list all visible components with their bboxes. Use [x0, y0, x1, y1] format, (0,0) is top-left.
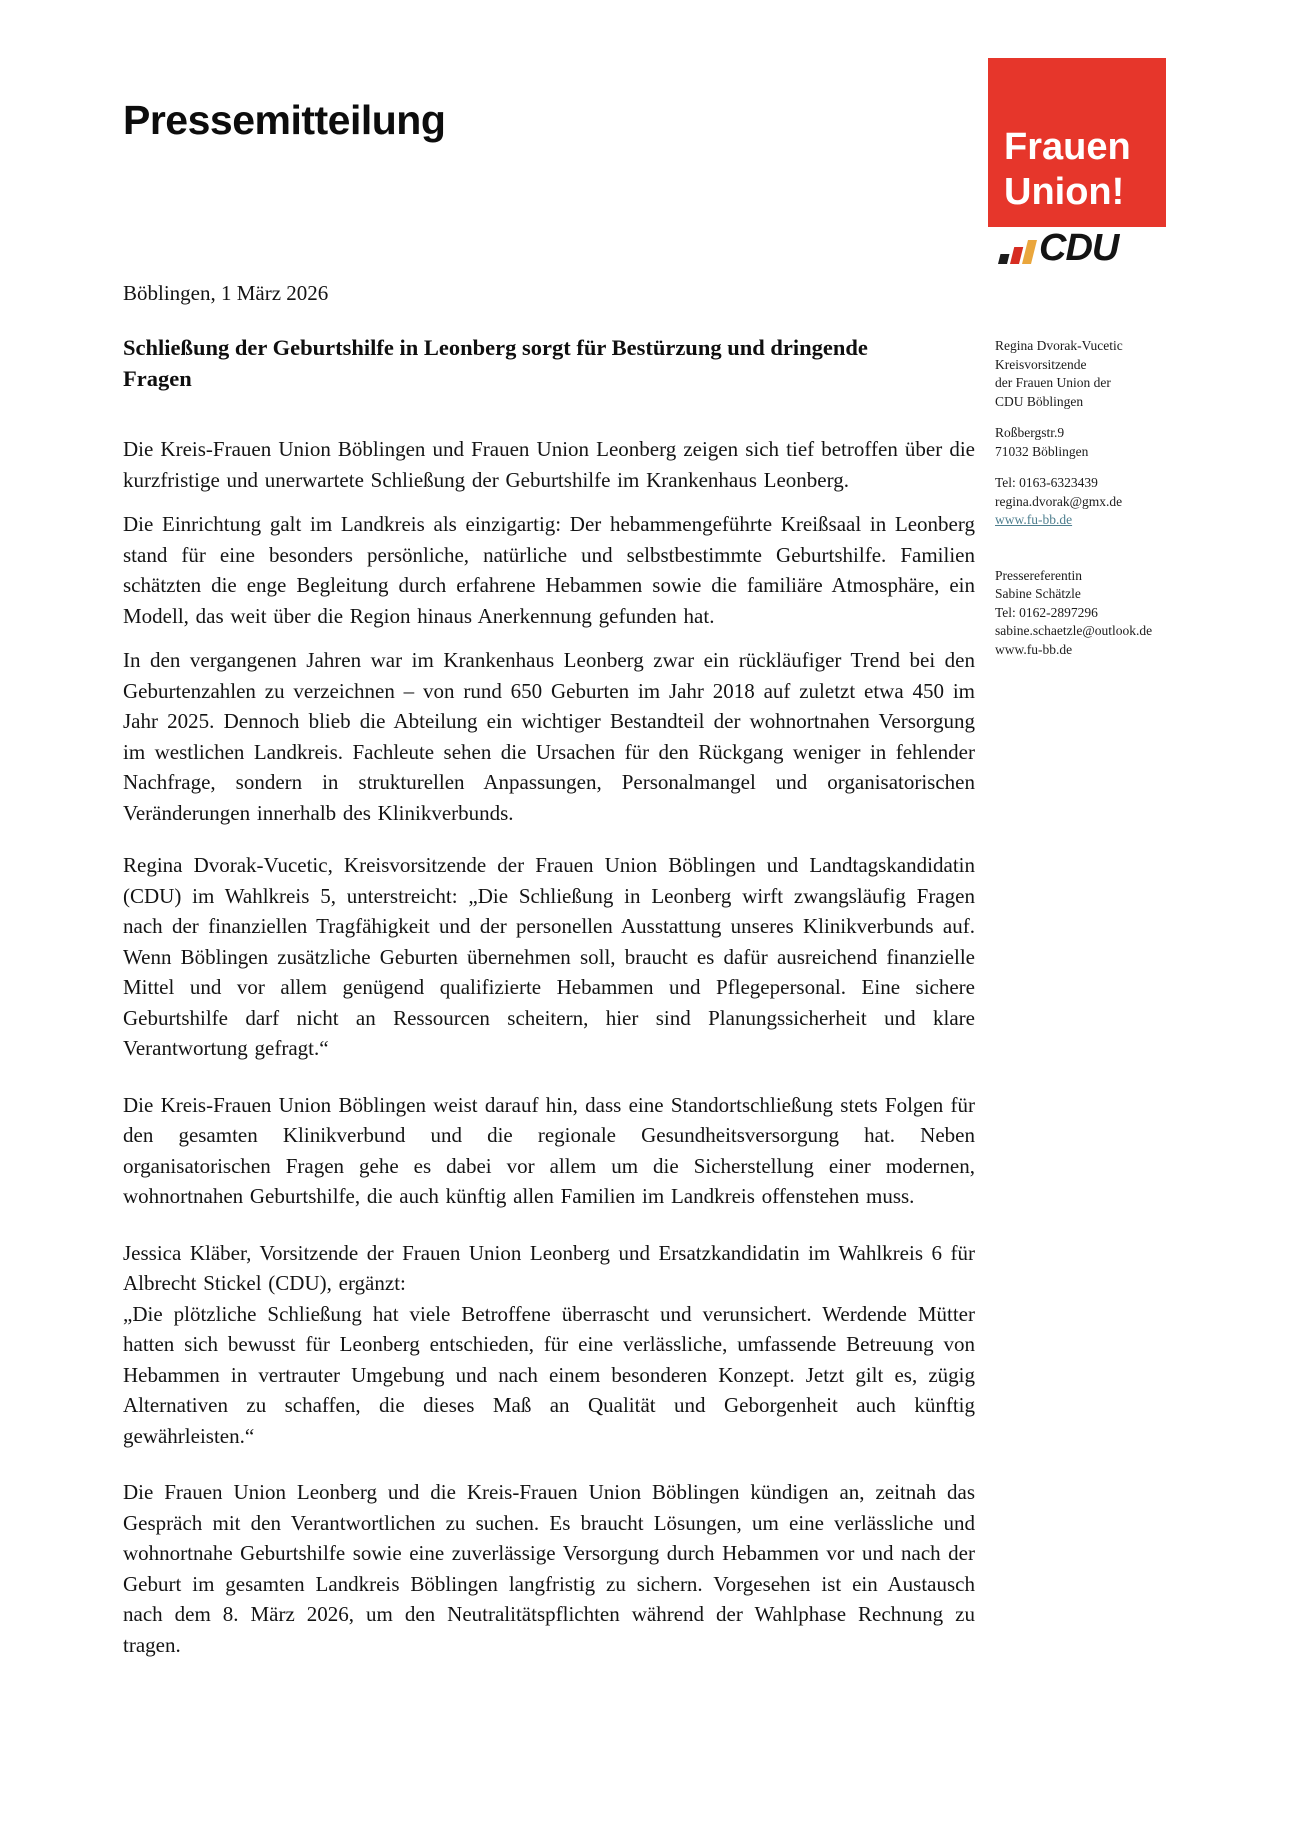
body-paragraph-5: Die Kreis-Frauen Union Böblingen weist darauf hin, dass eine Standortschließung stets Folgen für den gesamten Klinikverbund und die regionale Gesundheitsversorgung hat. Neben organisatorischen Fragen gehe es dabei vor allem um die Sicherstellung einer modernen, wohnortnahen Geburtshilfe, die auch künftig allen Familien im Landkreis offenstehen muss.	[123, 1092, 975, 1208]
contact-street: Roßbergstr.9	[995, 425, 1065, 440]
body-paragraph-6-intro-jessica: Jessica Kläber, Vorsitzende der Frauen Union Leonberg und Ersatzkandidatin im Wahlkreis 6 für Albrecht Stickel (CDU), ergänzt:	[123, 1240, 975, 1295]
logo-frauen-line: Frauen	[1004, 126, 1131, 168]
cdu-logo-row	[988, 227, 1166, 269]
body-paragraph-4-quote-regina: Regina Dvorak-Vucetic, Kreisvorsitzende der Frauen Union Böblingen und Landtagskandidatin (CDU) im Wahlkreis 5, unterstreicht: „Die Schließung in Leonberg wirft zwangsläufig Fragen nach der finanziellen Tragfähigkeit und der personellen Ausstattung unseres Klinikverbunds auf. Wenn Böblingen zusätzliche Geburten übernehmen soll, braucht es dafür ausreichend finanzielle Mittel und vor allem genügend qualifizierte Hebammen und Pflegepersonal. Eine sichere Geburtshilfe darf nicht an Ressourcen scheitern, hier sind Planungssicherheit und klare Verantwortung gefragt.“	[123, 853, 975, 1060]
contact-name: Regina Dvorak-Vucetic	[995, 338, 1123, 353]
frauen-union-cdu-logo	[988, 58, 1166, 269]
contact-city: 71032 Böblingen	[995, 443, 1089, 459]
content-columns	[123, 332, 1179, 1660]
contact-block-chairwoman	[995, 337, 1179, 530]
cdu-wordmark: CDU	[1039, 227, 1119, 269]
logo-union-line: Union!	[1004, 171, 1125, 213]
press-officer-name: Sabine Schätzle	[995, 586, 1081, 601]
body-paragraph-7-quote-jessica: „Die plötzliche Schließung hat viele Betroffene überrascht und verunsichert. Werdende Mütter hatten sich bewusst für Leonberg entschieden, für eine verlässliche, umfassende Betreuung von Hebammen in vertrauter Umgebung und nach einem besonderen Konzept. Jetzt gilt es, zügig Alternativen zu schaffen, die dieses Maß an Qualität und Geborgenheit auch künftig gewährleisten.“	[123, 1301, 975, 1448]
flag-bars-icon	[998, 240, 1037, 264]
press-officer-role: Pressereferentin	[995, 567, 1082, 583]
page-title: Pressemitteilung	[123, 97, 446, 143]
frauen-union-logo-red-box	[988, 58, 1166, 227]
article-headline: Schließung der Geburtshilfe in Leonberg sorgt für Bestürzung und dringende Fragen	[123, 335, 868, 391]
dateline: Böblingen, 1 März 2026	[123, 281, 329, 305]
body-paragraph-1: Die Kreis-Frauen Union Böblingen und Frauen Union Leonberg zeigen sich tief betroffen über die kurzfristige und unerwartete Schließung der Geburtshilfe im Krankenhaus Leonberg.	[123, 437, 975, 492]
body-paragraph-3: In den vergangenen Jahren war im Krankenhaus Leonberg zwar ein rückläufiger Trend bei den Geburtenzahlen zu verzeichnen – von rund 650 Geburten im Jahr 2018 auf zuletzt etwa 450 im Jahr 2025. Dennoch blieb die Abteilung ein wichtiger Bestandteil der wohnortnahen Versorgung im westlichen Landkreis. Fachleute sehen die Ursachen für den Rückgang weniger in fehlender Nachfrage, sondern in strukturellen Anpassungen, Personalmangel und organisatorischen Veränderungen innerhalb des Klinikverbunds.	[123, 648, 975, 825]
contact-block-press-officer	[995, 567, 1179, 660]
body-paragraph-2: Die Einrichtung galt im Landkreis als einzigartig: Der hebammengeführte Kreißsaal in Leonberg stand für eine besonders persönliche, natürliche und selbstbestimmte Geburtshilfe. Familien schätzten die enge Begleitung durch erfahrene Hebammen sowie die familiäre Atmosphäre, ein Modell, das weit über die Region hinaus Anerkennung gefunden hat.	[123, 512, 975, 628]
contact-org-line1: der Frauen Union der	[995, 375, 1111, 390]
article-body	[123, 332, 975, 1660]
website-link[interactable]: www.fu-bb.de	[995, 512, 1073, 527]
press-officer-phone: Tel: 0162-2897296	[995, 604, 1098, 620]
press-officer-website: www.fu-bb.de	[995, 641, 1073, 657]
contact-role: Kreisvorsitzende	[995, 356, 1087, 372]
contact-sidebar	[995, 332, 1179, 659]
contact-email: regina.dvorak@gmx.de	[995, 493, 1123, 509]
contact-org-line2: CDU Böblingen	[995, 393, 1084, 409]
contact-phone: Tel: 0163-6323439	[995, 475, 1098, 490]
press-officer-email: sabine.schaetzle@outlook.de	[995, 623, 1153, 638]
body-paragraph-8: Die Frauen Union Leonberg und die Kreis-Frauen Union Böblingen kündigen an, zeitnah das Gespräch mit den Verantwortlichen zu suchen. Es braucht Lösungen, um eine verlässliche und wohnortnahe Geburtshilfe sowie eine zuverlässige Versorgung durch Hebammen vor und nach der Geburt im gesamten Landkreis Böblingen langfristig zu sichern. Vorgesehen ist ein Austausch nach dem 8. März 2026, um den Neutralitätspflichten während der Wahlphase Rechnung zu tragen.	[123, 1480, 975, 1657]
